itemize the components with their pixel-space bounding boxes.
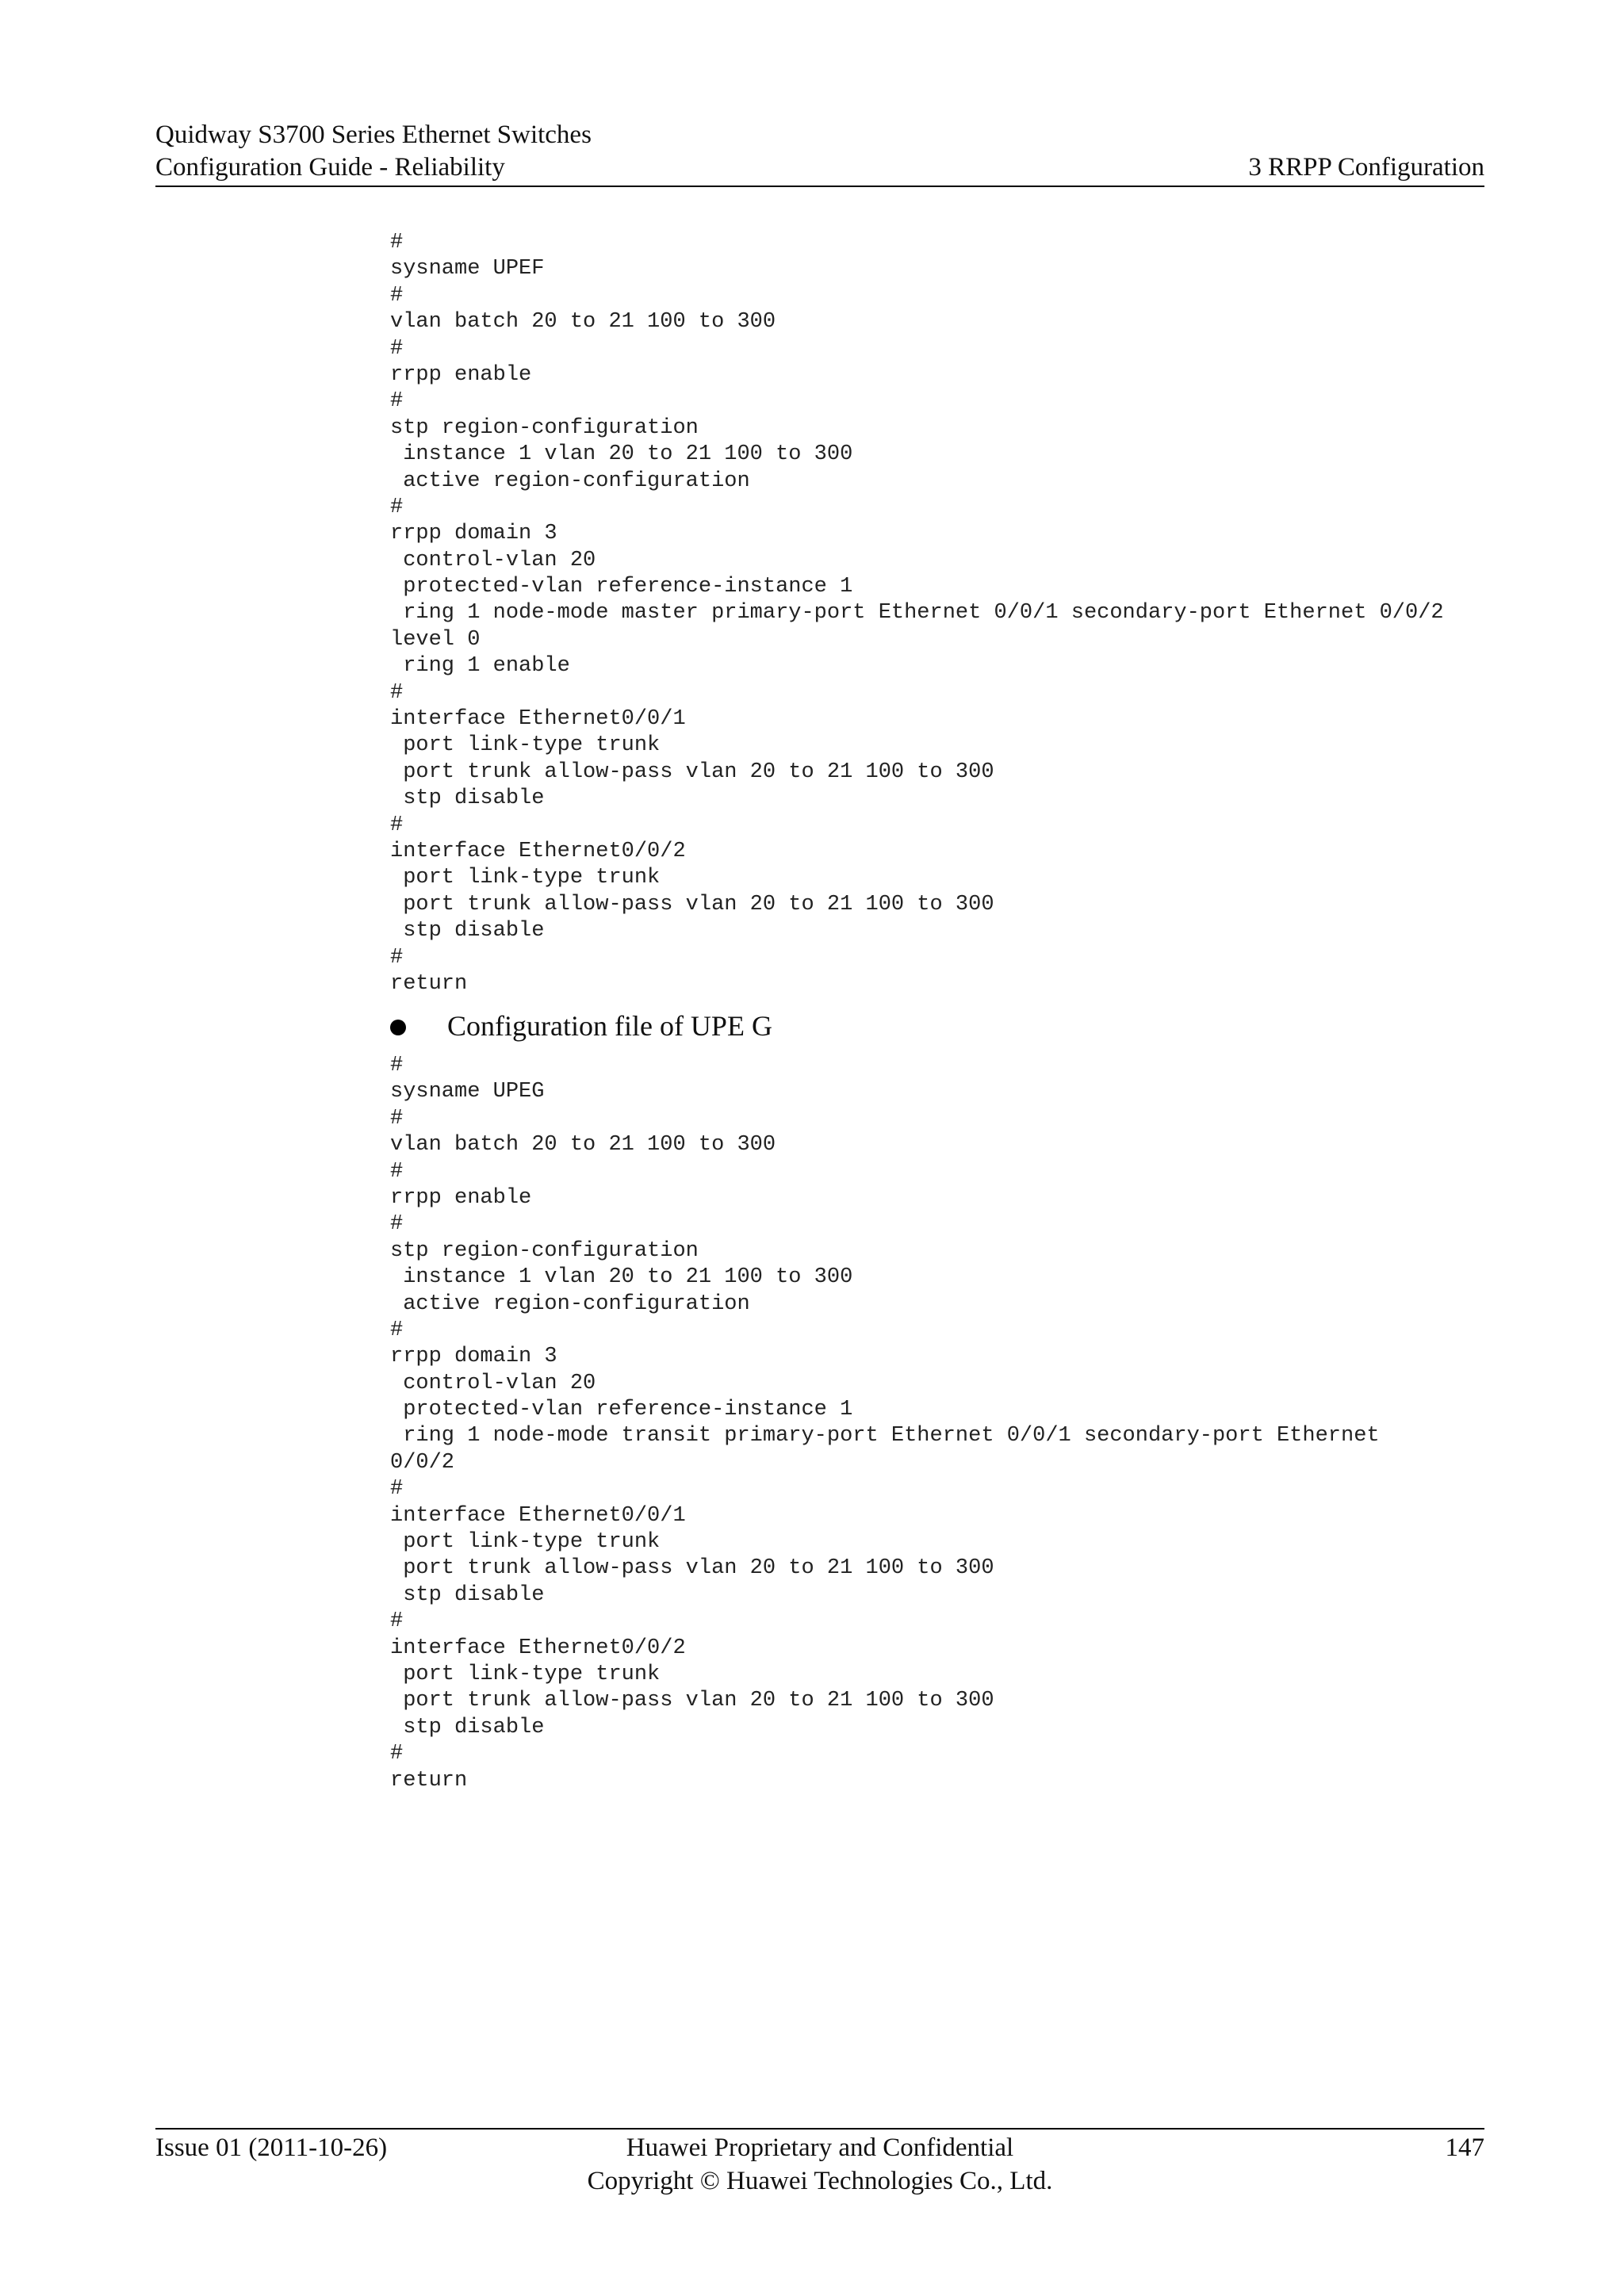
code-line: # (390, 1609, 404, 1634)
code-line: # (390, 1106, 404, 1131)
footer-issue: Issue 01 (2011-10-26) (155, 2133, 388, 2162)
code-line: stp disable (390, 786, 545, 811)
footer-page-number: 147 (1445, 2133, 1484, 2162)
code-line: active region-configuration (390, 469, 750, 493)
code-line: vlan batch 20 to 21 100 to 300 (390, 310, 776, 335)
code-line: protected-vlan reference-instance 1 (390, 1398, 853, 1422)
code-line: stp disable (390, 919, 545, 943)
code-line: interface Ethernet0/0/1 (390, 707, 686, 732)
code-line: port link-type trunk (390, 866, 661, 890)
code-line: # (390, 1318, 404, 1342)
code-line: # (390, 389, 404, 414)
code-line: port trunk allow-pass vlan 20 to 21 100 to 300 (390, 892, 994, 916)
code-line: port trunk allow-pass vlan 20 to 21 100 to 300 (390, 1689, 994, 1713)
code-line: sysname UPEG (390, 1080, 545, 1104)
code-line: interface Ethernet0/0/2 (390, 839, 686, 863)
code-line: # (390, 336, 404, 361)
code-line: # (390, 1212, 404, 1237)
bullet-text: Configuration file of UPE G (447, 1010, 772, 1042)
code-line: ring 1 enable (390, 654, 570, 679)
code-line: port trunk allow-pass vlan 20 to 21 100 to 300 (390, 760, 994, 784)
code-line: port link-type trunk (390, 1530, 661, 1555)
code-line: sysname UPEF (390, 257, 545, 281)
header-product-title: Quidway S3700 Series Ethernet Switches (155, 121, 592, 149)
code-line: # (390, 1054, 404, 1077)
code-line: rrpp domain 3 (390, 522, 557, 546)
code-line: instance 1 vlan 20 to 21 100 to 300 (390, 1265, 853, 1290)
code-line: 0/0/2 (390, 1450, 455, 1475)
code-line: stp region-configuration (390, 1238, 699, 1263)
code-line: port trunk allow-pass vlan 20 to 21 100 to 300 (390, 1556, 994, 1581)
footer-center (155, 2131, 1484, 2198)
code-line: stp disable (390, 1715, 545, 1739)
code-line: stp region-configuration (390, 415, 699, 440)
bullet-dot-icon (390, 1020, 406, 1035)
code-line: # (390, 231, 404, 254)
code-line: protected-vlan reference-instance 1 (390, 575, 853, 599)
code-line: control-vlan 20 (390, 548, 596, 572)
code-line: port link-type trunk (390, 1662, 661, 1686)
code-line: active region-configuration (390, 1292, 750, 1316)
code-line: return (390, 1768, 468, 1793)
code-line: # (390, 283, 404, 308)
header-divider (155, 186, 1484, 187)
code-line: # (390, 1477, 404, 1502)
code-line: instance 1 vlan 20 to 21 100 to 300 (390, 442, 853, 467)
header-guide-title: Configuration Guide - Reliability (155, 153, 505, 182)
code-line: # (390, 495, 404, 519)
code-line: # (390, 1742, 404, 1766)
code-block-upe-g (390, 1053, 1380, 1794)
code-line: interface Ethernet0/0/1 (390, 1503, 686, 1528)
footer-copyright: Copyright © Huawei Technologies Co., Ltd. (587, 2167, 1053, 2195)
code-line: rrpp enable (390, 1185, 532, 1210)
page-footer (155, 2131, 1484, 2202)
code-line: # (390, 680, 404, 705)
page-header (155, 119, 1484, 187)
footer-proprietary: Huawei Proprietary and Confidential (626, 2133, 1014, 2162)
code-line: # (390, 945, 404, 970)
code-line: control-vlan 20 (390, 1371, 596, 1395)
code-line: # (390, 1159, 404, 1184)
code-line: rrpp domain 3 (390, 1345, 557, 1369)
code-line: rrpp enable (390, 362, 532, 387)
code-line: port link-type trunk (390, 733, 661, 758)
footer-divider (155, 2128, 1484, 2130)
code-line: vlan batch 20 to 21 100 to 300 (390, 1133, 776, 1158)
code-line: interface Ethernet0/0/2 (390, 1636, 686, 1660)
code-line: # (390, 813, 404, 837)
code-line: ring 1 node-mode transit primary-port Ethernet 0/0/1 secondary-port Ethernet (390, 1424, 1380, 1448)
code-block-upe-f (390, 230, 1444, 997)
code-line: return (390, 971, 468, 996)
code-line: level 0 (390, 627, 481, 652)
code-line: stp disable (390, 1582, 545, 1607)
code-line: ring 1 node-mode master primary-port Ethernet 0/0/1 secondary-port Ethernet 0/0/2 (390, 601, 1444, 626)
header-chapter-title: 3 RRPP Configuration (1248, 153, 1484, 182)
